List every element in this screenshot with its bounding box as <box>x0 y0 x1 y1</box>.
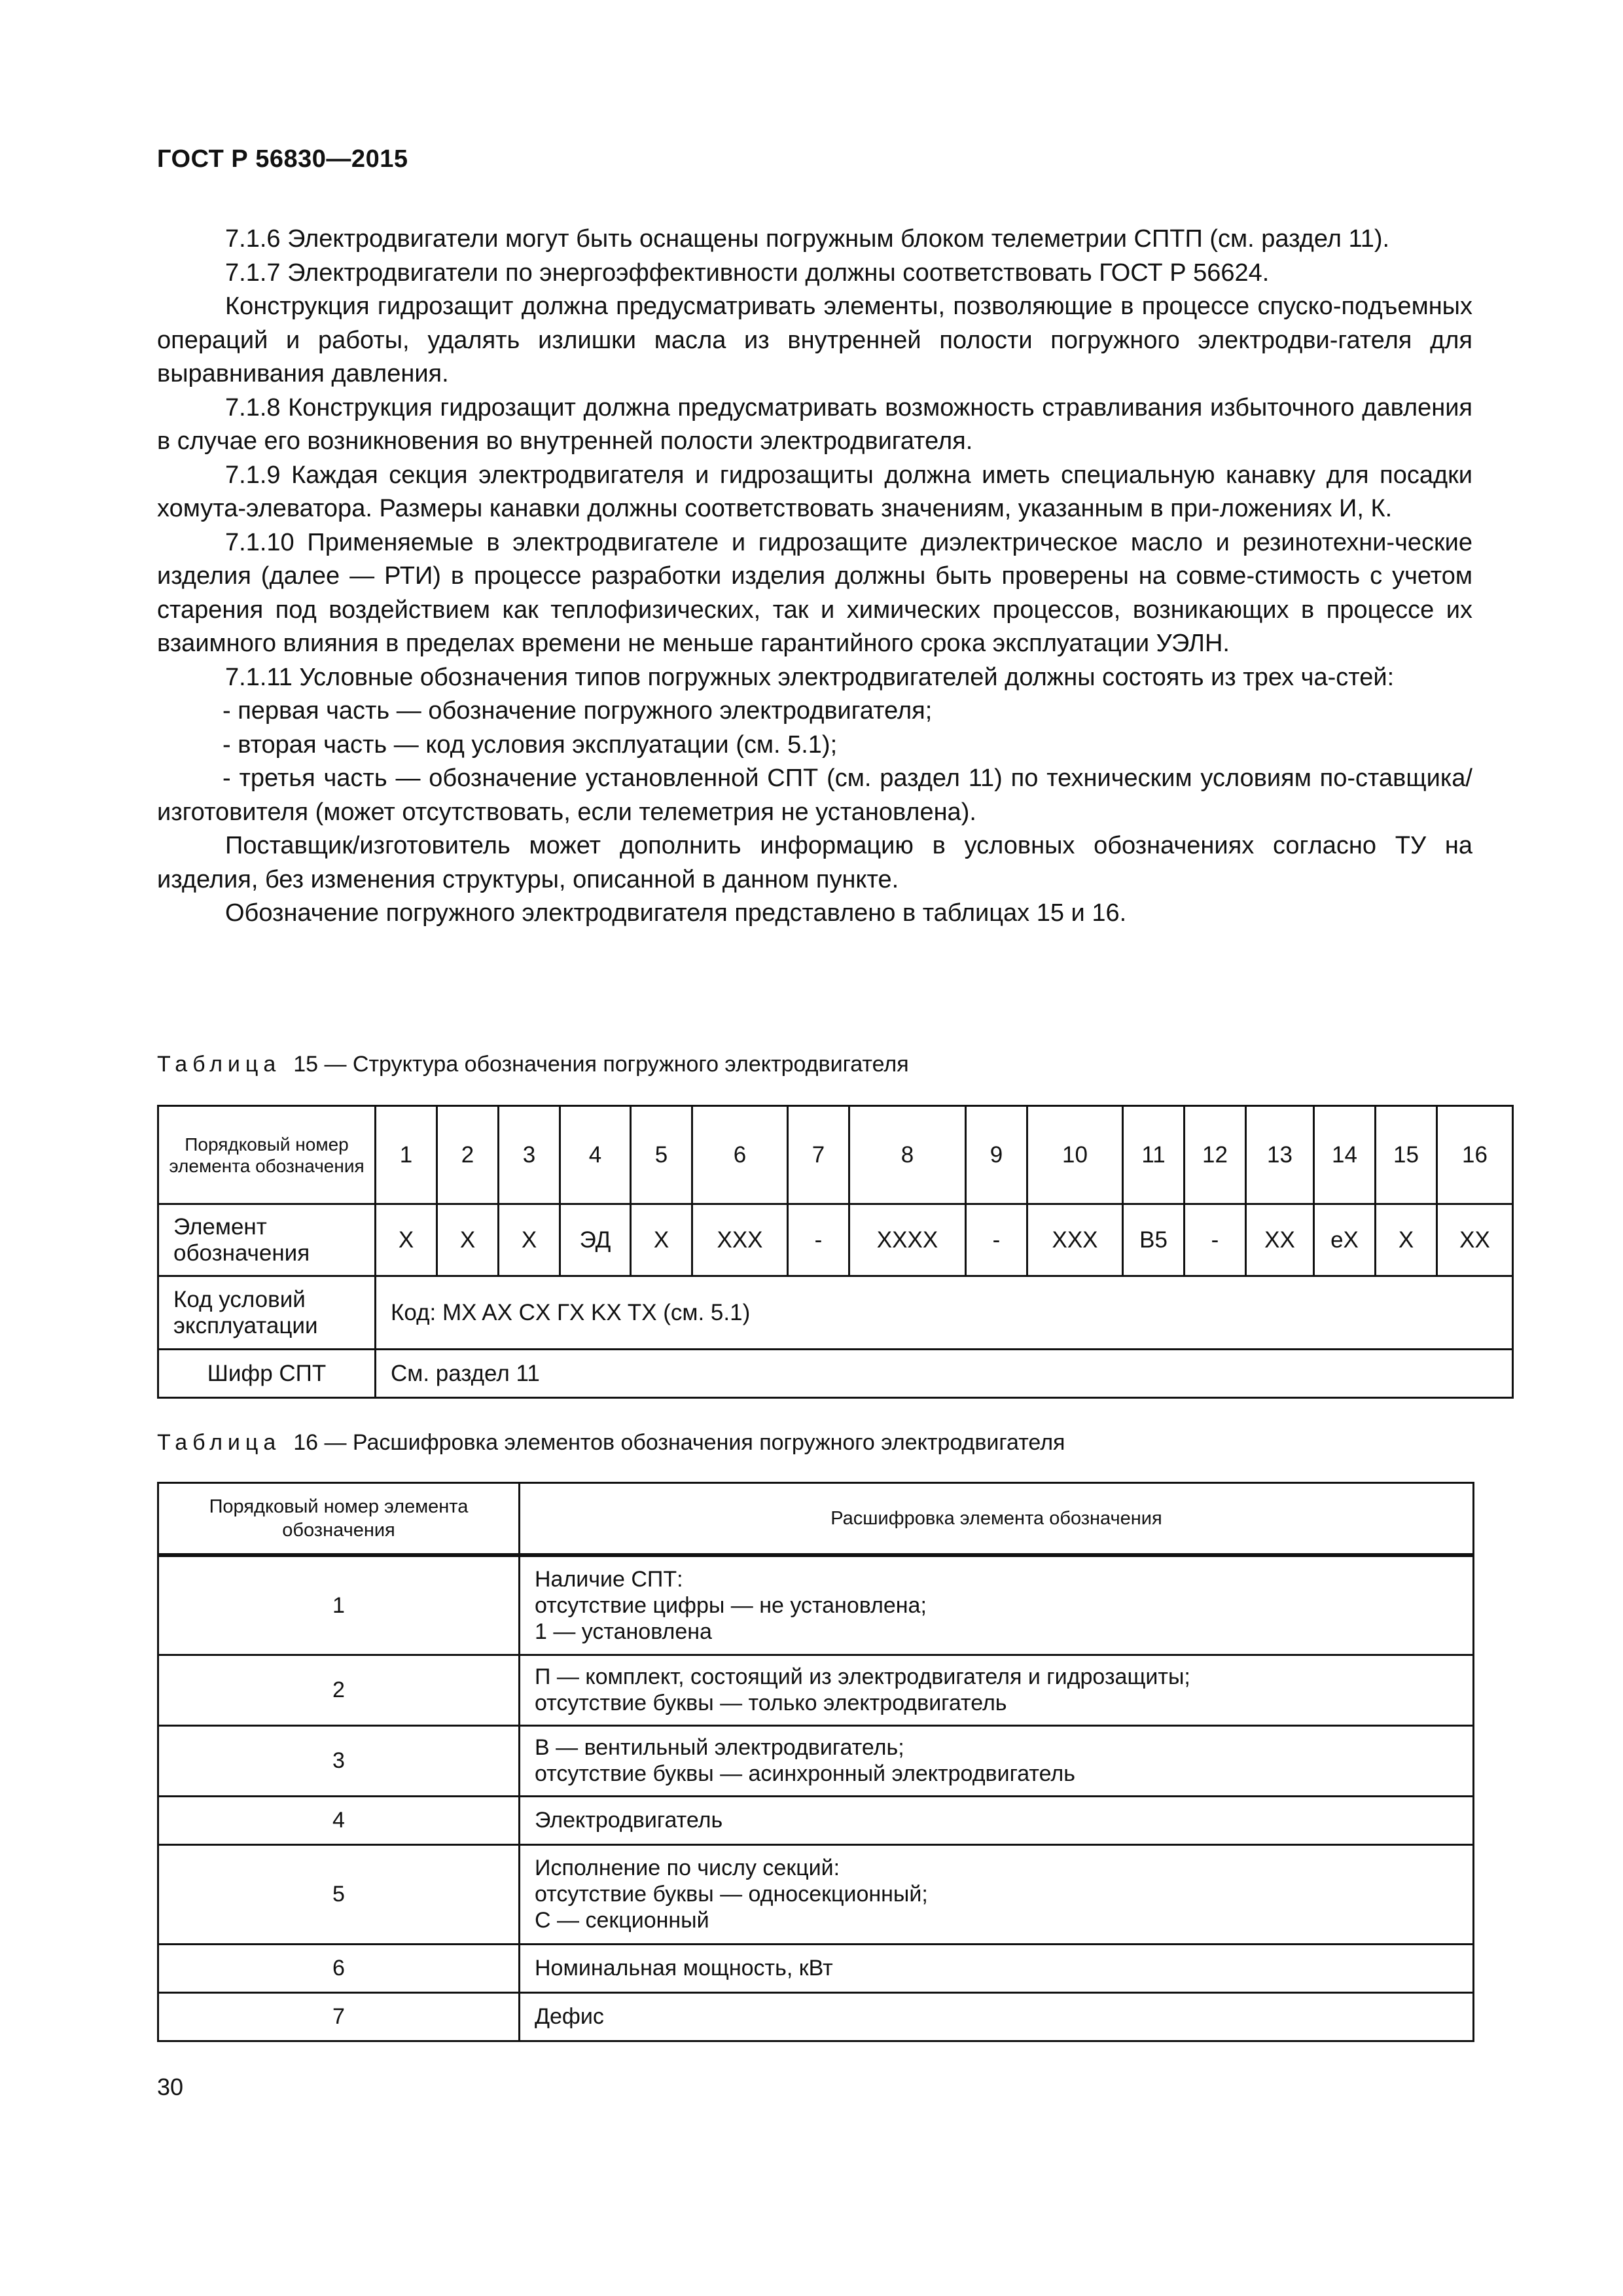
table-row <box>158 1796 1474 1844</box>
table15-cell: 9 <box>966 1106 1027 1204</box>
table16-caption <box>157 1429 1065 1456</box>
description-line: С — секционный <box>535 1908 709 1933</box>
table16-row-number: 5 <box>158 1844 520 1944</box>
table-row <box>158 1844 1474 1944</box>
table15-cell: XXX <box>692 1204 788 1276</box>
table16-col1-header: Порядковый номер элемента обозначения <box>158 1483 520 1556</box>
table15-cell: B5 <box>1123 1204 1185 1276</box>
table15-cell: 4 <box>560 1106 631 1204</box>
table16-row-description <box>520 1992 1474 2041</box>
table16-row-number: 6 <box>158 1944 520 1992</box>
table15-cell: 16 <box>1437 1106 1513 1204</box>
paragraph: 7.1.11 Условные обозначения типов погружных электродвигателей должны состоять из трех ча-стей: <box>225 663 1395 691</box>
table15-cell: 11 <box>1123 1106 1185 1204</box>
table15-cell: X <box>376 1204 437 1276</box>
table15-cell: 7 <box>788 1106 849 1204</box>
table15-cell: XXX <box>1027 1204 1123 1276</box>
table15-cell: 2 <box>437 1106 499 1204</box>
table15-row-label: Шифр СПТ <box>158 1350 376 1398</box>
description-line: Исполнение по числу секций: <box>535 1856 840 1880</box>
description-line: Электродвигатель <box>535 1808 723 1833</box>
table15-conditions-value: Код: MX AX CX ГX KX TX (см. 5.1) <box>376 1276 1513 1350</box>
table15-caption <box>157 1051 909 1077</box>
table-row <box>158 1655 1474 1725</box>
table15-cell: - <box>1185 1204 1246 1276</box>
table16-row-number: 3 <box>158 1725 520 1796</box>
list-item: - вторая часть — код условия эксплуатации (см. 5.1); <box>223 730 838 759</box>
table15-cell: X <box>499 1204 560 1276</box>
table-row <box>158 1944 1474 1992</box>
body-text <box>157 223 1472 931</box>
table15-cell: eX <box>1314 1204 1376 1276</box>
table15-cell: X <box>1376 1204 1437 1276</box>
table15-cell: XX <box>1246 1204 1314 1276</box>
table16-caption-word: Таблица <box>157 1430 281 1455</box>
paragraph: 7.1.9 Каждая секция электродвигателя и гидрозащиты должна иметь специальную канавку для посадки хомута-элеватора. Размеры канавки должны соответствовать значениям, указанным в при-ложениях И, К. <box>157 461 1472 522</box>
table16-row-number: 2 <box>158 1655 520 1725</box>
page-number: 30 <box>157 2073 184 2100</box>
table15-cell: - <box>788 1204 849 1276</box>
table16-col2-header: Расшифровка элемента обозначения <box>520 1483 1474 1556</box>
table16-row-number: 1 <box>158 1555 520 1655</box>
table15-cell: 10 <box>1027 1106 1123 1204</box>
table16-row-description <box>520 1725 1474 1796</box>
table15-row-numbers <box>158 1106 1513 1204</box>
table15-cell: ЭД <box>560 1204 631 1276</box>
table15-cell: - <box>966 1204 1027 1276</box>
table15-cell: 15 <box>1376 1106 1437 1204</box>
description-line: П — комплект, состоящий из электродвигателя и гидрозащиты; <box>535 1664 1190 1689</box>
list-item: - первая часть — обозначение погружного электродвигателя; <box>223 697 933 725</box>
table16-row-description <box>520 1655 1474 1725</box>
table16-row-description <box>520 1844 1474 1944</box>
document-header: ГОСТ Р 56830—2015 <box>157 145 408 173</box>
table16-row-number: 7 <box>158 1992 520 2041</box>
table16-row-number: 4 <box>158 1796 520 1844</box>
table15-spt-value: См. раздел 11 <box>376 1350 1513 1398</box>
description-line: отсутствие буквы — только электродвигатель <box>535 1691 1007 1715</box>
paragraph: Поставщик/изготовитель может дополнить информацию в условных обозначениях согласно ТУ на изделия, без изменения структуры, описанной в данном пункте. <box>157 832 1472 893</box>
table15-caption-word: Таблица <box>157 1052 281 1077</box>
table16 <box>157 1482 1474 2042</box>
table15-cell: 13 <box>1246 1106 1314 1204</box>
table-row <box>158 1725 1474 1796</box>
table16-caption-text: 16 — Расшифровка элементов обозначения погружного электродвигателя <box>293 1430 1065 1455</box>
list-item: - третья часть — обозначение установленной СПТ (см. раздел 11) по техническим условиям по-ставщика/изготовителя (может отсутствовать, если телеметрия не установлена). <box>157 764 1472 826</box>
table16-row-description <box>520 1944 1474 1992</box>
table15-cell: 8 <box>849 1106 966 1204</box>
table15-row-label: Порядковый номер элемента обозначения <box>158 1106 376 1204</box>
table15-cell: XXXX <box>849 1204 966 1276</box>
table16-row-description <box>520 1796 1474 1844</box>
table15-cell: X <box>437 1204 499 1276</box>
table-row <box>158 1992 1474 2041</box>
description-line: Наличие СПТ: <box>535 1566 683 1592</box>
table15-cell: 3 <box>499 1106 560 1204</box>
paragraph: Обозначение погружного электродвигателя представлено в таблицах 15 и 16. <box>225 899 1127 927</box>
table15-cell: 14 <box>1314 1106 1376 1204</box>
description-line: отсутствие буквы — асинхронный электродвигатель <box>535 1761 1075 1786</box>
paragraph: 7.1.8 Конструкция гидрозащит должна предусматривать возможность стравливания избыточного давления в случае его возникновения во внутренней полости электродвигателя. <box>157 393 1472 455</box>
paragraph: Конструкция гидрозащит должна предусматривать элементы, позволяющие в процессе спуско-подъемных операций и работы, удалять излишки масла из внутренней полости погружного электродви-гателя для выравнивания давления. <box>157 293 1472 387</box>
description-line: В — вентильный электродвигатель; <box>535 1735 904 1760</box>
table15-row-elements <box>158 1204 1513 1276</box>
table15-cell: XX <box>1437 1204 1513 1276</box>
description-line: отсутствие буквы — односекционный; <box>535 1882 928 1907</box>
table16-row-description <box>520 1555 1474 1655</box>
table15 <box>157 1105 1514 1399</box>
table15-cell: 12 <box>1185 1106 1246 1204</box>
description-line: Номинальная мощность, кВт <box>535 1956 833 1981</box>
paragraph: 7.1.7 Электродвигатели по энергоэффективности должны соответствовать ГОСТ Р 56624. <box>225 259 1270 287</box>
table15-cell: X <box>631 1204 692 1276</box>
table15-row-label: Код условий эксплуатации <box>158 1276 376 1350</box>
table15-cell: 6 <box>692 1106 788 1204</box>
table15-row-conditions <box>158 1276 1513 1350</box>
table15-caption-text: 15 — Структура обозначения погружного электродвигателя <box>293 1052 909 1077</box>
table15-cell: 1 <box>376 1106 437 1204</box>
table16-header-row <box>158 1483 1474 1556</box>
description-line: Дефис <box>535 2004 604 2029</box>
table15-cell: 5 <box>631 1106 692 1204</box>
table-row <box>158 1555 1474 1655</box>
description-line: отсутствие цифры — не установлена; <box>535 1592 927 1618</box>
description-line: 1 — установлена <box>535 1619 712 1644</box>
table15-row-label: Элемент обозначения <box>158 1204 376 1276</box>
table15-row-spt <box>158 1350 1513 1398</box>
paragraph: 7.1.6 Электродвигатели могут быть оснащены погружным блоком телеметрии СПТП (см. раздел 11). <box>225 225 1390 253</box>
paragraph: 7.1.10 Применяемые в электродвигателе и гидрозащите диэлектрическое масло и резинотехни-ческие изделия (далее — РТИ) в процессе разработки изделия должны быть проверены на совме-стимость с учетом старения под воздействием как теплофизических, так и химических процессов, возникающих в процессе их взаимного влияния в пределах времени не меньше гарантийного срока эксплуатации УЭЛН. <box>157 528 1472 657</box>
